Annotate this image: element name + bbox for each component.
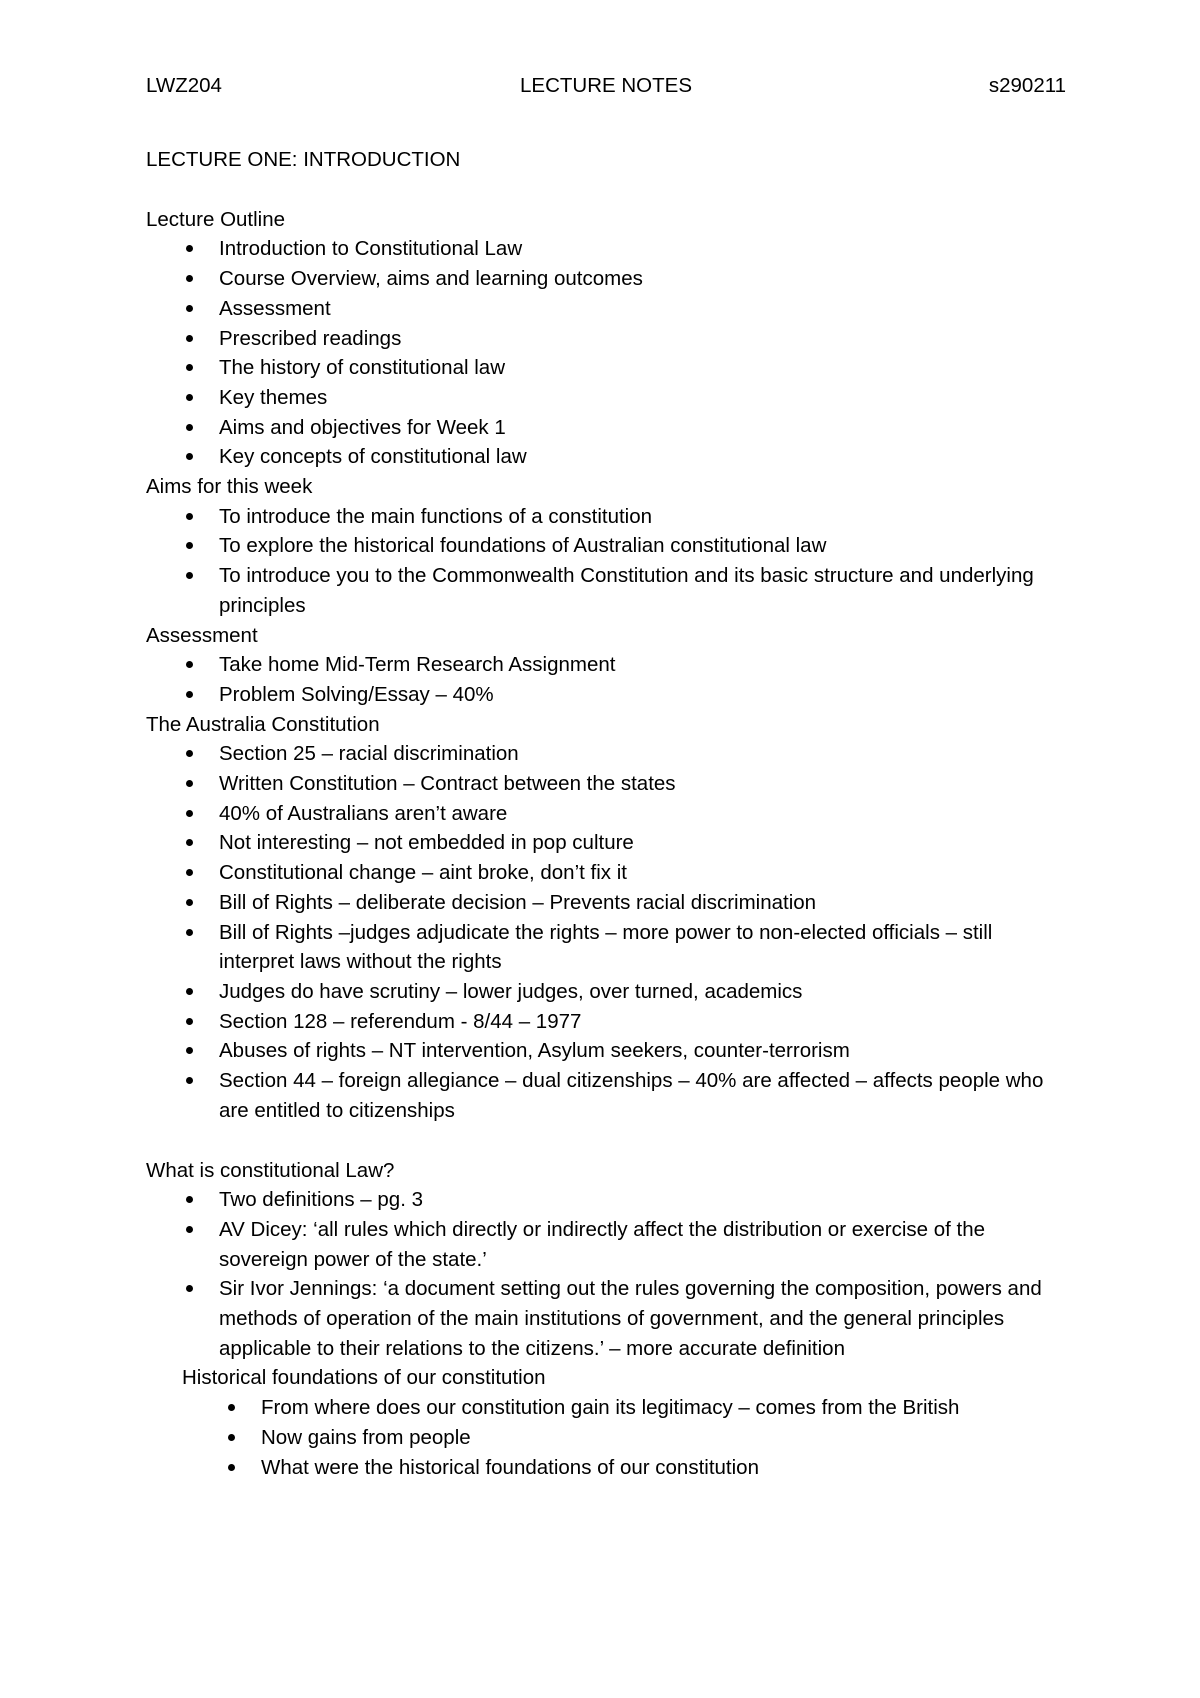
section-australia-constitution [146, 710, 1066, 1126]
section-heading: Historical foundations of our constitution [182, 1366, 546, 1390]
section-assessment [146, 621, 1066, 710]
list-item: Two definitions – pg. 3 [146, 1185, 1066, 1215]
list-item: Key themes [146, 383, 1066, 413]
list-item: Course Overview, aims and learning outcomes [146, 264, 1066, 294]
student-id: s290211 [988, 74, 1066, 97]
list-item: Judges do have scrutiny – lower judges, over turned, academics [146, 977, 1066, 1007]
bullet-list [146, 234, 1066, 472]
list-item: To introduce you to the Commonwealth Constitution and its basic structure and underlying principles [146, 561, 1066, 620]
section-historical [182, 1363, 1066, 1482]
list-item: What were the historical foundations of our constitution [182, 1453, 1066, 1483]
list-item: Take home Mid-Term Research Assignment [146, 650, 1066, 680]
list-item: Aims and objectives for Week 1 [146, 413, 1066, 443]
section-lecture-outline [146, 205, 1066, 472]
list-item: Prescribed readings [146, 324, 1066, 354]
section-heading: Lecture Outline [146, 207, 286, 231]
list-item: Assessment [146, 294, 1066, 324]
list-item: Section 44 – foreign allegiance – dual citizenships – 40% are affected – affects people who are entitled to citizenships [146, 1066, 1066, 1125]
lecture-title: LECTURE ONE: INTRODUCTION [146, 148, 461, 171]
list-item: Problem Solving/Essay – 40% [146, 680, 1066, 710]
list-item: To explore the historical foundations of Australian constitutional law [146, 531, 1066, 561]
section-heading: Aims for this week [146, 475, 313, 499]
list-item: Written Constitution – Contract between the states [146, 769, 1066, 799]
list-item: From where does our constitution gain its legitimacy – comes from the British [182, 1393, 1066, 1423]
list-item: AV Dicey: ‘all rules which directly or indirectly affect the distribution or exercise of the sovereign power of the state.’ [146, 1215, 1066, 1274]
section-heading: The Australia Constitution [146, 712, 380, 736]
list-item: Sir Ivor Jennings: ‘a document setting out the rules governing the composition, powers and methods of operation of the main institutions of government, and the general principles applicable to their relations to the citizens.’ – more accurate definition [146, 1274, 1066, 1363]
section-aims [146, 472, 1066, 621]
list-item: Section 128 – referendum - 8/44 – 1977 [146, 1007, 1066, 1037]
section-heading: What is constitutional Law? [146, 1158, 395, 1182]
list-item: Key concepts of constitutional law [146, 442, 1066, 472]
list-item: The history of constitutional law [146, 353, 1066, 383]
page-header [146, 71, 1066, 101]
header-title: LECTURE NOTES [520, 74, 692, 97]
list-item: Bill of Rights –judges adjudicate the rights – more power to non-elected officials – still interpret laws without the rights [146, 918, 1066, 977]
list-item: Abuses of rights – NT intervention, Asylum seekers, counter-terrorism [146, 1036, 1066, 1066]
list-item: Bill of Rights – deliberate decision – Prevents racial discrimination [146, 888, 1066, 918]
course-code: LWZ204 [146, 74, 222, 97]
bullet-list [182, 1393, 1066, 1482]
document-page [146, 71, 1066, 1482]
list-item: Constitutional change – aint broke, don’t fix it [146, 858, 1066, 888]
bullet-list [146, 650, 1066, 709]
list-item: Now gains from people [182, 1423, 1066, 1453]
list-item: Section 25 – racial discrimination [146, 739, 1066, 769]
blank-line [146, 1126, 1066, 1156]
list-item: To introduce the main functions of a constitution [146, 502, 1066, 532]
bullet-list [146, 1185, 1066, 1363]
list-item: Not interesting – not embedded in pop culture [146, 828, 1066, 858]
bullet-list [146, 739, 1066, 1125]
bullet-list [146, 502, 1066, 621]
list-item: 40% of Australians aren’t aware [146, 799, 1066, 829]
section-what-is [146, 1156, 1066, 1364]
list-item: Introduction to Constitutional Law [146, 234, 1066, 264]
section-heading: Assessment [146, 623, 258, 647]
